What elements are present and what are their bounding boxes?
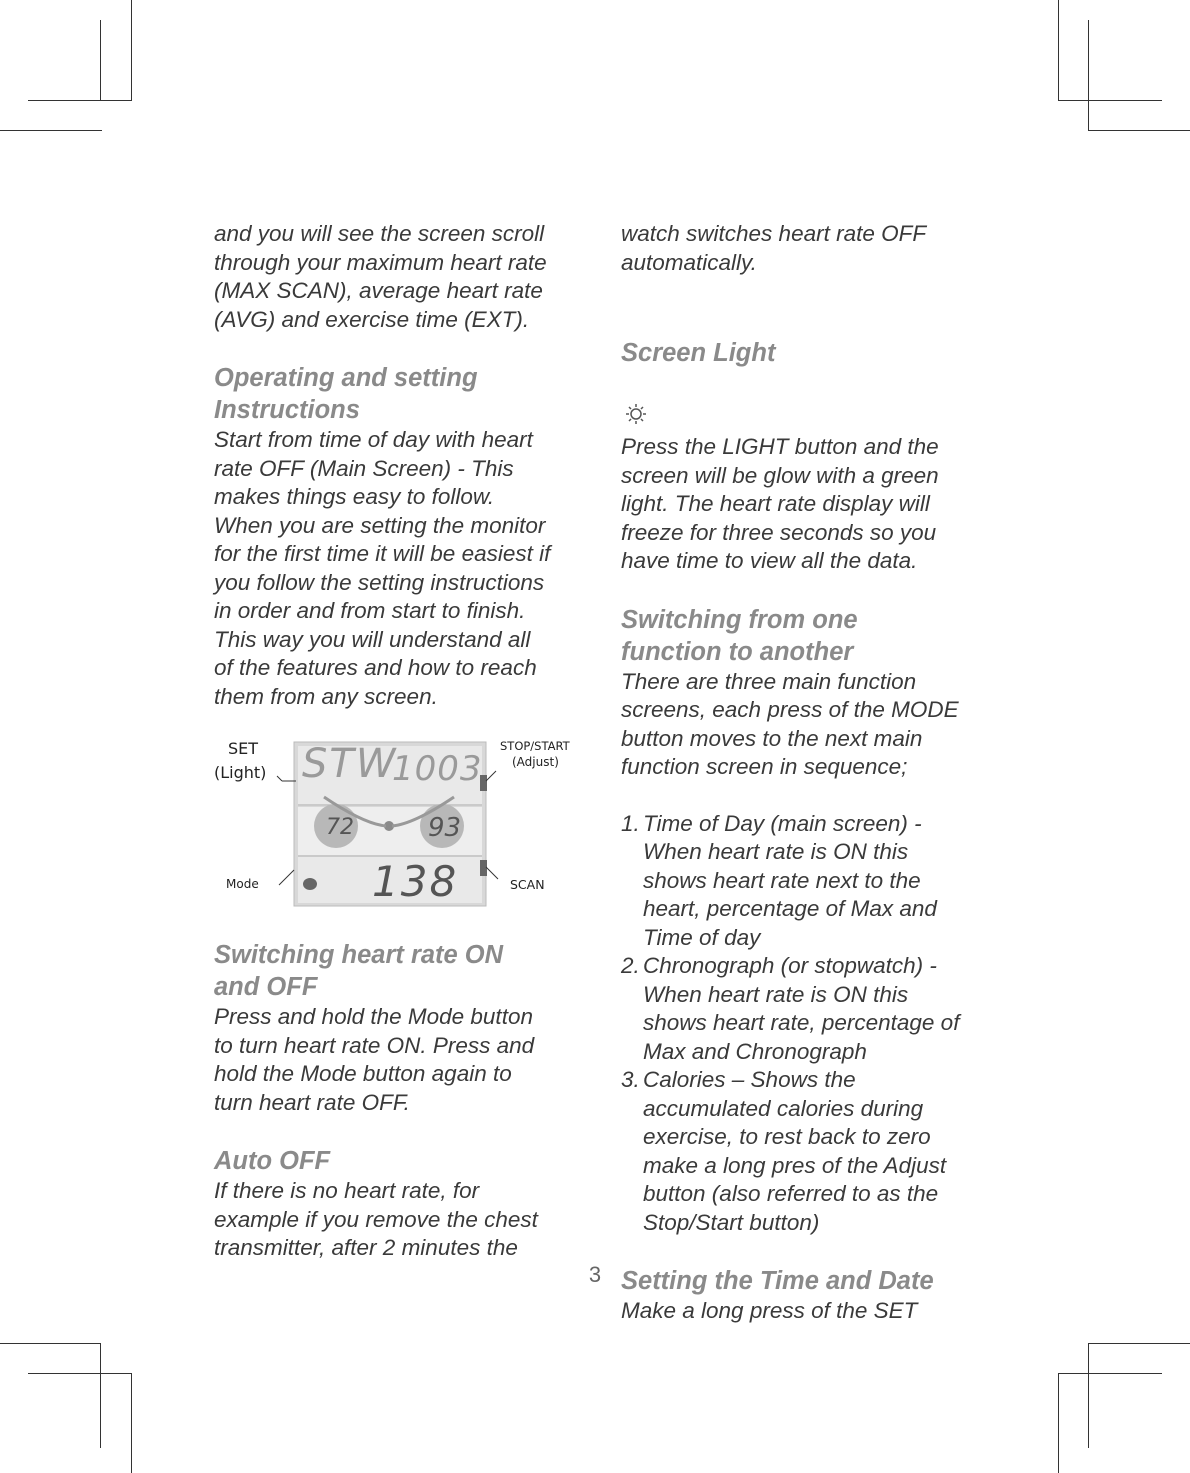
crop-mark-top-right-h2 <box>1088 130 1190 131</box>
crop-mark-bottom-left-h2 <box>28 1373 132 1374</box>
auto-off-heading: Auto OFF <box>214 1147 331 1175</box>
auto-off-paragraph: If there is no heart rate, for example if you remove the chest transmitter, after 2 minutes the <box>214 1178 538 1260</box>
function-paragraph: There are three main function screens, each press of the MODE button moves to the next main function screen in sequence; <box>621 668 959 779</box>
mode-label: Mode <box>226 877 259 891</box>
operating-heading: Operating and setting Instructions <box>214 364 478 424</box>
time-date-paragraph: Make a long press of the SET <box>621 1298 918 1323</box>
left-column <box>214 220 584 1263</box>
lcd-right-circle-text: 93 <box>428 813 462 843</box>
scan-label: SCAN <box>510 877 545 892</box>
screen-light-heading-text: Screen Light <box>621 339 776 367</box>
crop-mark-top-left-h2 <box>0 130 102 131</box>
function-heading: Switching from one function to another <box>621 605 858 666</box>
stop-start-label: STOP/START <box>500 739 570 753</box>
switching-paragraph: Press and hold the Mode button to turn heart rate ON. Press and hold the Mode button again to turn heart rate OFF. <box>214 1004 535 1115</box>
screen-light-heading <box>621 305 991 433</box>
crop-mark-bottom-right-h <box>1088 1343 1190 1344</box>
crop-mark-top-left-h <box>28 100 132 101</box>
sun-icon <box>625 369 647 433</box>
crop-mark-top-right-h <box>1058 100 1162 101</box>
crop-mark-bottom-left-v2 <box>131 1373 132 1473</box>
list-item <box>621 1066 991 1237</box>
crop-mark-bottom-left-h <box>0 1343 101 1344</box>
page-number: 3 <box>588 1262 602 1287</box>
list-item-number: 1. <box>621 810 640 836</box>
intro-paragraph: and you will see the screen scroll through your maximum heart rate (MAX SCAN), average heart rate (AVG) and exercise time (EXT). <box>214 221 547 332</box>
switching-heading: Switching heart rate ON and OFF <box>214 941 504 1001</box>
screen-light-paragraph: Press the LIGHT button and the screen will be glow with a green light. The heart rate display will freeze for three seconds so you have time to view all the data. <box>621 434 939 573</box>
lcd-top-left-text: STW <box>302 741 398 787</box>
crop-mark-top-left-v <box>100 20 101 100</box>
list-item-text: Time of Day (main screen) - When heart rate is ON this shows heart rate next to the heart, percentage of Max and Time of day <box>643 810 937 950</box>
crop-mark-bottom-right-v <box>1058 1373 1059 1473</box>
crop-mark-top-right-v <box>1058 0 1059 100</box>
list-item-number: 3. <box>621 1067 640 1092</box>
watch-diagram <box>214 729 584 919</box>
crop-mark-bottom-right-h2 <box>1058 1373 1162 1374</box>
lcd-top-right-text: 1003 <box>392 749 483 789</box>
list-item <box>621 810 991 953</box>
crop-mark-top-left-v2 <box>131 0 132 100</box>
set-label: SET <box>228 739 259 758</box>
lcd-bottom-text: 138 <box>372 857 459 906</box>
crop-mark-bottom-left-v <box>100 1343 101 1448</box>
list-item-text: Calories – Shows the accumulated calories during exercise, to rest back to zero make a long pres of the Adjust button (also referred to as the Stop/Start button) <box>643 1067 947 1235</box>
list-item <box>621 952 991 1066</box>
operating-paragraph: Start from time of day with heart rate OFF (Main Screen) - This makes things easy to follow. When you are setting the monitor for the first time it will be easiest if you follow the setting instructions in order and from start to finish. This way you will understand all of the features and how to reach them from any screen. <box>214 427 551 709</box>
crop-mark-top-right-v2 <box>1088 20 1089 130</box>
list-item-number: 2. <box>621 953 640 978</box>
right-column <box>621 220 991 1326</box>
time-date-heading: Setting the Time and Date <box>621 1267 934 1295</box>
lcd-left-circle-text: 72 <box>326 815 354 840</box>
adjust-label: (Adjust) <box>512 755 559 769</box>
crop-mark-bottom-right-v2 <box>1088 1343 1089 1448</box>
light-label: (Light) <box>214 763 267 782</box>
list-item-text: Chronograph (or stopwatch) - When heart rate is ON this shows heart rate, percentage of Max and Chronograph <box>643 953 960 1064</box>
continuation-paragraph: watch switches heart rate OFF automatically. <box>621 221 927 275</box>
function-list <box>621 810 991 1238</box>
